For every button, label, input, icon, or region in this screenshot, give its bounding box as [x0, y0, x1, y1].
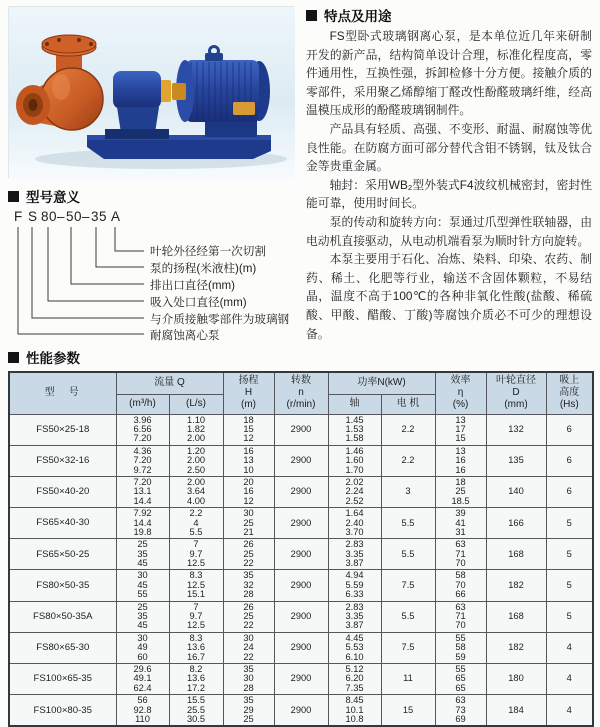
flow-ls-cell: 8.3 12.5 15.1: [169, 570, 223, 601]
flow-m3h-cell: 30 45 55: [116, 570, 169, 601]
flow-m3h-cell: 30 49 60: [116, 632, 169, 663]
col-model: 型 号: [9, 372, 116, 414]
speed-cell: 2900: [274, 570, 328, 601]
motor-power-cell: 7.5: [381, 570, 435, 601]
flow-m3h-cell: 7.92 14.4 19.8: [116, 508, 169, 539]
flow-ls-cell: 2.2 4 5.5: [169, 508, 223, 539]
table-row: [9, 601, 593, 632]
motor-power-cell: 15: [381, 695, 435, 727]
head-cell: 26 25 22: [223, 539, 274, 570]
head-cell: 26 25 22: [223, 601, 274, 632]
suction-height-cell: 5: [546, 539, 593, 570]
col-motor-power: 电 机: [381, 394, 435, 414]
table-row: [9, 632, 593, 663]
col-efficiency: 效率 η (%): [435, 372, 486, 414]
flow-ls-cell: 8.2 13.6 17.2: [169, 663, 223, 694]
flow-ls-cell: 7 9.7 12.5: [169, 601, 223, 632]
flow-m3h-cell: 4.36 7.20 9.72: [116, 445, 169, 476]
col-impeller-diameter: 叶轮直径 D (mm): [486, 372, 546, 414]
code-part: S: [28, 209, 38, 224]
impeller-diameter-cell: 182: [486, 632, 546, 663]
flow-ls-cell: 15.5 25.5 30.5: [169, 695, 223, 727]
features-paragraph: 泵的传动和旋转方向：泵通过爪型弹性联轴器，由电动机直接驱动，从电动机端看泵为顺时针方向旋转。: [306, 214, 592, 248]
pump-illustration: [9, 7, 295, 179]
shaft-power-cell: 2.83 3.35 3.87: [328, 601, 381, 632]
model-cell: FS80×65-30: [9, 632, 116, 663]
efficiency-cell: 58 70 66: [435, 570, 486, 601]
model-meaning-section: [8, 187, 296, 343]
features-paragraph: 轴封：采用WB₂型外装式F4波纹机械密封，密封性能可靠，使用时间长。: [306, 177, 592, 211]
speed-cell: 2900: [274, 445, 328, 476]
model-label: 叶轮外径经第一次切割: [150, 245, 266, 258]
performance-section: [8, 348, 592, 727]
impeller-diameter-cell: 184: [486, 695, 546, 727]
shaft-power-cell: 2.83 3.35 3.87: [328, 539, 381, 570]
impeller-diameter-cell: 168: [486, 539, 546, 570]
suction-height-cell: 6: [546, 414, 593, 445]
model-code: [8, 209, 296, 227]
model-label: 吸入处口直径(mm): [150, 296, 247, 309]
motor-power-cell: 3: [381, 476, 435, 507]
model-cell: FS50×32-16: [9, 445, 116, 476]
impeller-diameter-cell: 135: [486, 445, 546, 476]
shaft-power-cell: 8.45 10.1 10.8: [328, 695, 381, 727]
suction-height-cell: 4: [546, 695, 593, 727]
features-title-text: 特点及用途: [324, 9, 392, 24]
impeller-diameter-cell: 132: [486, 414, 546, 445]
model-cell: FS65×50-25: [9, 539, 116, 570]
col-flow-m3h: (m³/h): [116, 394, 169, 414]
flow-ls-cell: 2.00 3.64 4.00: [169, 476, 223, 507]
shaft-power-cell: 4.94 5.59 6.33: [328, 570, 381, 601]
efficiency-cell: 13 17 15: [435, 414, 486, 445]
model-cell: FS80×50-35: [9, 570, 116, 601]
head-cell: 20 16 12: [223, 476, 274, 507]
table-row: [9, 414, 593, 445]
code-part: –: [57, 209, 66, 224]
speed-cell: 2900: [274, 695, 328, 727]
suction-height-cell: 4: [546, 663, 593, 694]
suction-height-cell: 5: [546, 508, 593, 539]
features-paragraph: FS型卧式玻璃钢离心泵，是本单位近几年来研制开发的新产品，结构简单设计合理，标准化程度高，零件通用性，互换性强，拆卸检修十分方便。接触介质的零部件，采用聚乙烯醇缩丁醛改性酚醛玻璃纤维，经高温模压成形的酚醛玻璃钢制件。: [306, 29, 592, 118]
code-part: –: [82, 209, 91, 224]
model-label: 耐腐蚀离心泵: [150, 329, 220, 342]
col-flow: 流量 Q: [116, 372, 223, 394]
features-title: [306, 6, 592, 24]
pump-photo: [8, 6, 294, 178]
table-row: [9, 476, 593, 507]
model-meaning-title: [8, 187, 296, 205]
col-head: 扬程 H (m): [223, 372, 274, 414]
table-row: [9, 508, 593, 539]
col-power: 功率N(kW): [328, 372, 435, 394]
flow-m3h-cell: 25 35 45: [116, 539, 169, 570]
efficiency-cell: 55 65 65: [435, 663, 486, 694]
model-meaning-title-text: 型号意义: [26, 190, 80, 205]
speed-cell: 2900: [274, 476, 328, 507]
efficiency-cell: 63 71 70: [435, 601, 486, 632]
head-cell: 35 29 25: [223, 695, 274, 727]
flow-ls-cell: 8.3 13.6 16.7: [169, 632, 223, 663]
square-bullet-icon: [8, 352, 19, 363]
col-suction-height: 吸上 高度 (Hs): [546, 372, 593, 414]
table-row: [9, 539, 593, 570]
features-paragraph: 本泵主要用于石化、冶炼、染料、印染、农药、制药、稀土、化肥等行业，输送不含固体颗粒，不易结晶，温度不高于100℃的各种非氧化性酸(盐酸、稀硫酸、甲酸、醋酸、丁酸)等腐蚀介质必不可少的理想设备。: [306, 252, 592, 341]
model-cell: FS80×50-35A: [9, 601, 116, 632]
suction-height-cell: 5: [546, 570, 593, 601]
code-part: 35: [91, 209, 108, 224]
impeller-diameter-cell: 182: [486, 570, 546, 601]
table-row: [9, 445, 593, 476]
speed-cell: 2900: [274, 414, 328, 445]
flow-m3h-cell: 56 92.8 110: [116, 695, 169, 727]
square-bullet-icon: [8, 191, 19, 202]
model-cell: FS50×40-20: [9, 476, 116, 507]
motor-power-cell: 11: [381, 663, 435, 694]
square-bullet-icon: [306, 10, 317, 21]
head-cell: 30 25 21: [223, 508, 274, 539]
flow-m3h-cell: 7.20 13.1 14.4: [116, 476, 169, 507]
top-row: [8, 6, 592, 343]
model-cell: FS50×25-18: [9, 414, 116, 445]
performance-table-header: [9, 372, 593, 414]
head-cell: 30 24 22: [223, 632, 274, 663]
shaft-power-cell: 2.02 2.24 2.52: [328, 476, 381, 507]
impeller-diameter-cell: 140: [486, 476, 546, 507]
motor-power-cell: 7.5: [381, 632, 435, 663]
motor-power-cell: 5.5: [381, 539, 435, 570]
model-label: 与介质接触零部件为玻璃钢: [150, 313, 290, 326]
flow-m3h-cell: 3.96 6.56 7.20: [116, 414, 169, 445]
impeller-diameter-cell: 168: [486, 601, 546, 632]
col-flow-ls: (L/s): [169, 394, 223, 414]
shaft-power-cell: 1.64 2.40 3.70: [328, 508, 381, 539]
code-part: A: [111, 209, 121, 224]
suction-height-cell: 5: [546, 601, 593, 632]
shaft-power-cell: 5.12 6.20 7.35: [328, 663, 381, 694]
impeller-diameter-cell: 180: [486, 663, 546, 694]
suction-height-cell: 4: [546, 632, 593, 663]
left-column: [8, 6, 296, 343]
efficiency-cell: 55 58 59: [435, 632, 486, 663]
flow-ls-cell: 1.20 2.00 2.50: [169, 445, 223, 476]
code-part: 50: [66, 209, 83, 224]
flow-m3h-cell: 29.6 49.1 62.4: [116, 663, 169, 694]
speed-cell: 2900: [274, 508, 328, 539]
shaft-power-cell: 4.45 5.53 6.10: [328, 632, 381, 663]
col-speed: 转数 n (r/min): [274, 372, 328, 414]
efficiency-cell: 63 73 69: [435, 695, 486, 727]
table-row: [9, 663, 593, 694]
head-cell: 35 30 28: [223, 663, 274, 694]
motor-power-cell: 2.2: [381, 414, 435, 445]
table-row: [9, 570, 593, 601]
shaft-power-cell: 1.46 1.60 1.70: [328, 445, 381, 476]
suction-height-cell: 6: [546, 476, 593, 507]
efficiency-cell: 63 71 70: [435, 539, 486, 570]
performance-table: [8, 371, 594, 727]
features-paragraph: 产品具有轻质、高强、不变形、耐温、耐腐蚀等优良性能。在防腐方面可部分替代含钼不锈钢，钛及钛合金等贵重金属。: [306, 121, 592, 174]
col-shaft-power: 轴: [328, 394, 381, 414]
model-cell: FS100×80-35: [9, 695, 116, 727]
performance-title-text: 性能参数: [26, 351, 80, 367]
performance-table-body: [9, 414, 593, 726]
features-section: [306, 6, 592, 343]
code-part: 80: [41, 209, 58, 224]
impeller-diameter-cell: 166: [486, 508, 546, 539]
speed-cell: 2900: [274, 632, 328, 663]
head-cell: 35 32 28: [223, 570, 274, 601]
flow-ls-cell: 7 9.7 12.5: [169, 539, 223, 570]
code-part: F: [14, 209, 23, 224]
speed-cell: 2900: [274, 663, 328, 694]
flow-ls-cell: 1.10 1.82 2.00: [169, 414, 223, 445]
model-cell: FS65×40-30: [9, 508, 116, 539]
head-cell: 16 13 10: [223, 445, 274, 476]
performance-title: [8, 348, 592, 366]
efficiency-cell: 18 25 18.5: [435, 476, 486, 507]
shaft-power-cell: 1.45 1.53 1.58: [328, 414, 381, 445]
head-cell: 18 15 12: [223, 414, 274, 445]
motor-power-cell: 2.2: [381, 445, 435, 476]
speed-cell: 2900: [274, 601, 328, 632]
model-code-diagram: [8, 227, 296, 343]
efficiency-cell: 39 41 31: [435, 508, 486, 539]
efficiency-cell: 13 16 16: [435, 445, 486, 476]
flow-m3h-cell: 25 35 45: [116, 601, 169, 632]
motor-power-cell: 5.5: [381, 601, 435, 632]
table-row: [9, 695, 593, 727]
suction-height-cell: 6: [546, 445, 593, 476]
model-label: 泵的扬程(米液柱)(m): [150, 262, 257, 275]
model-cell: FS100×65-35: [9, 663, 116, 694]
speed-cell: 2900: [274, 539, 328, 570]
model-label: 排出口直径(mm): [150, 279, 236, 292]
motor-power-cell: 5.5: [381, 508, 435, 539]
